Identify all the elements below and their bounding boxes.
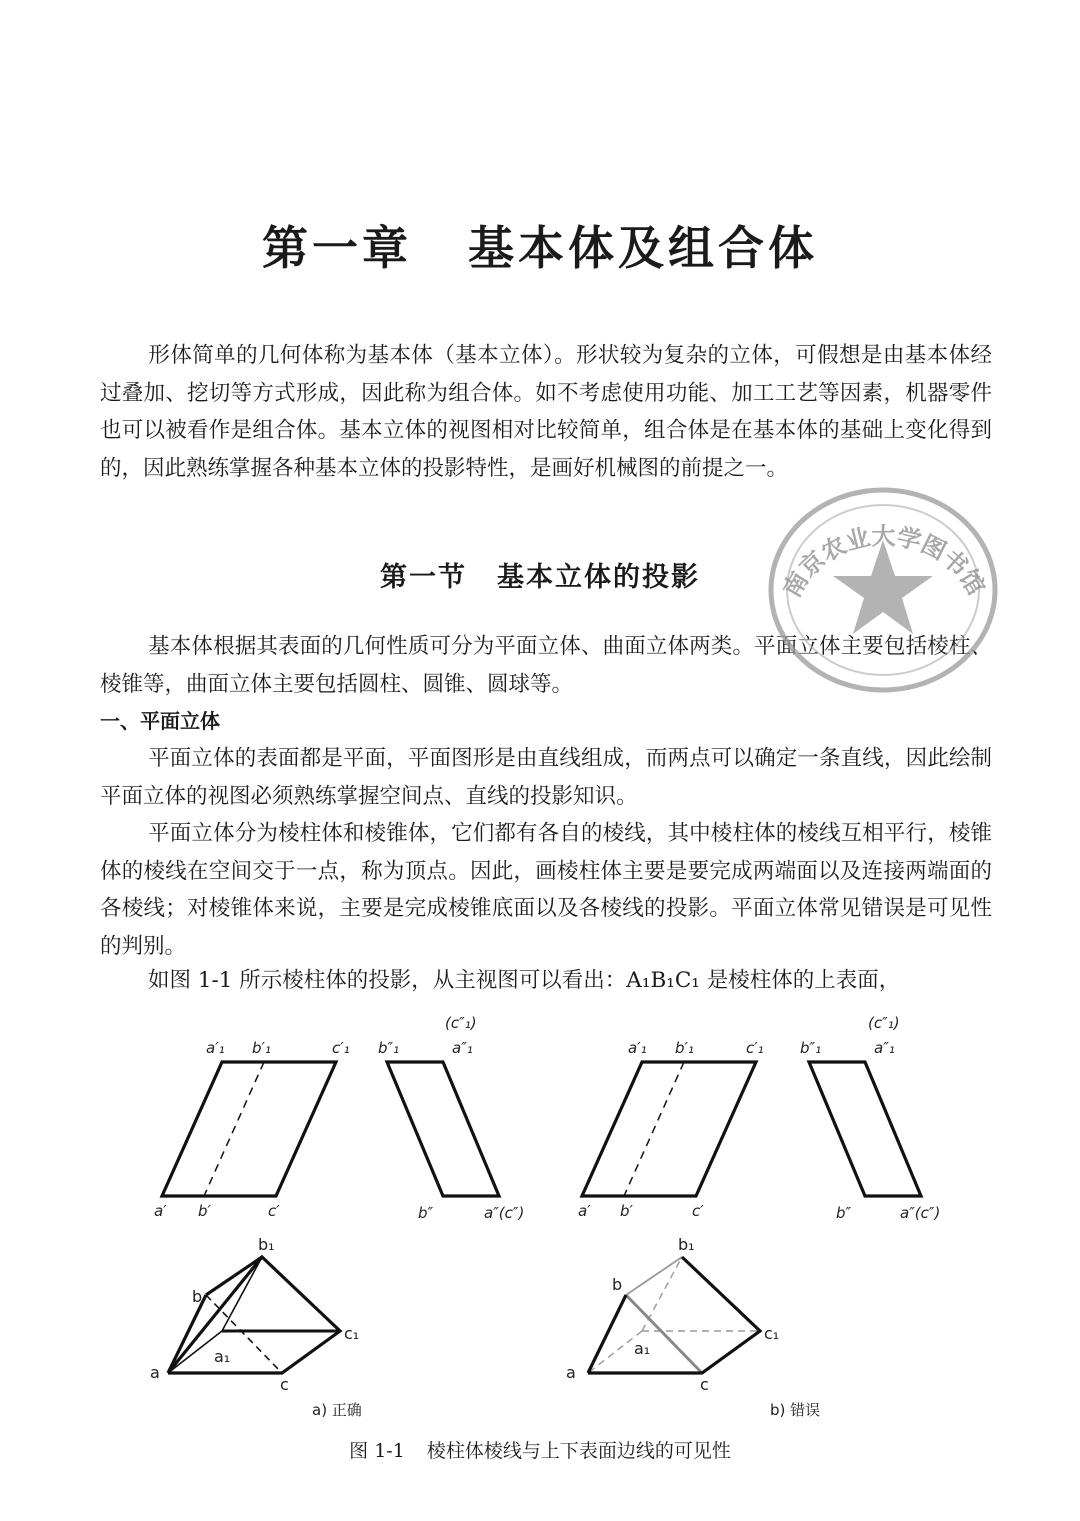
subfigure-a-label: a) 正确	[312, 1401, 362, 1419]
label-b1-dprime-b: b″₁	[800, 1039, 822, 1057]
label-c1-prime-a: c′₁	[332, 1039, 350, 1057]
chapter-title: 基本体及组合体	[468, 221, 818, 275]
paragraph-2	[100, 815, 992, 965]
label-a1-dprime-b: a″₁	[874, 1039, 895, 1057]
section-label: 第一节	[380, 562, 467, 593]
intro-paragraph	[100, 337, 992, 487]
label-b-prime-a: b′	[198, 1202, 211, 1220]
front-view-b	[582, 1062, 756, 1196]
label-c1-dprime-b: (c″₁)	[868, 1014, 900, 1032]
label-a-prime-a: a′	[154, 1202, 167, 1220]
label-a1-dprime-a: a″₁	[452, 1039, 473, 1057]
label-b1-prime-b: b′₁	[675, 1039, 694, 1057]
section-title: 基本立体的投影	[497, 562, 700, 593]
paragraph-1	[100, 740, 992, 815]
paragraph-3-text: 如图 1-1 所示棱柱体的投影，从主视图可以看出：A₁B₁C₁ 是棱柱体的上表面，	[148, 968, 901, 993]
label-c1-a: c₁	[344, 1324, 360, 1343]
label-c1-dprime-a: (c″₁)	[445, 1014, 477, 1032]
label-a1-prime-b: a′₁	[628, 1039, 647, 1057]
chapter-label: 第一章	[262, 221, 412, 275]
label-ac-dprime-a: a″(c″)	[484, 1204, 525, 1222]
paragraph-2-text: 平面立体分为棱柱体和棱锥体，它们都有各自的棱线，其中棱柱体的棱线互相平行，棱锥体的棱线在空间交于一点，称为顶点。因此，画棱柱体主要是要完成两端面以及连接两端面的各棱线；对棱锥体来说，主要是完成棱锥底面以及各棱线的投影。平面立体常见错误是可见性的判别。	[100, 821, 992, 959]
label-a1-prime-a: a′₁	[206, 1039, 225, 1057]
side-view-a	[387, 1062, 499, 1196]
label-b-a: b	[192, 1287, 203, 1306]
figure-caption	[0, 1436, 1080, 1463]
intro-text: 形体简单的几何体称为基本体（基本立体）。形状较为复杂的立体，可假想是由基本体经过叠加、挖切等方式形成，因此称为组合体。如不考虑使用功能、加工工艺等因素，机器零件也可以被看作是组合体。基本立体的视图相对比较简单，组合体是在基本体的基础上变化得到的，因此熟练掌握各种基本立体的投影特性，是画好机械图的前提之一。	[100, 343, 992, 481]
label-b1-prime-a: b′₁	[252, 1039, 271, 1057]
library-stamp	[755, 478, 1005, 703]
subsection-heading: 一、平面立体	[100, 709, 220, 733]
side-view-b	[809, 1062, 921, 1196]
label-b-dprime-b: b″	[836, 1204, 852, 1222]
label-c-prime-a: c′	[268, 1202, 280, 1220]
label-b1-b: b₁	[678, 1235, 695, 1254]
label-c1-b: c₁	[764, 1324, 780, 1343]
chapter-heading	[0, 212, 1080, 278]
label-a1-a: a₁	[214, 1347, 231, 1366]
label-b-b: b	[612, 1275, 623, 1294]
label-c-a: c	[280, 1375, 289, 1394]
label-b-prime-b: b′	[620, 1202, 633, 1220]
label-c1-prime-b: c′₁	[746, 1039, 764, 1057]
label-a-a: a	[150, 1363, 160, 1382]
figure-1-1	[140, 1010, 960, 1430]
label-b-dprime-a: b″	[418, 1204, 434, 1222]
caption-number: 图 1-1	[349, 1440, 405, 1462]
paragraph-3	[100, 962, 992, 1000]
front-view-a	[162, 1062, 336, 1196]
label-c-prime-b: c′	[692, 1202, 704, 1220]
paragraph-1-text: 平面立体的表面都是平面，平面图形是由直线组成，而两点可以确定一条直线，因此绘制平面立体的视图必须熟练掌握空间点、直线的投影知识。	[100, 746, 992, 809]
section-intro-text: 基本体根据其表面的几何性质可分为平面立体、曲面立体两类。平面立体主要包括棱柱、棱锥等，曲面立体主要包括圆柱、圆锥、圆球等。	[100, 634, 992, 697]
label-ac-dprime-b: a″(c″)	[900, 1204, 941, 1222]
label-b1-dprime-a: b″₁	[378, 1039, 400, 1057]
label-a-b: a	[566, 1363, 576, 1382]
caption-text: 棱柱体棱线与上下表面边线的可见性	[426, 1440, 731, 1462]
label-c-b: c	[700, 1375, 709, 1394]
subfigure-b-label: b) 错误	[770, 1401, 821, 1419]
label-a-prime-b: a′	[578, 1202, 591, 1220]
label-a1-b: a₁	[634, 1339, 651, 1358]
label-b1-a: b₁	[258, 1235, 275, 1254]
prism-pictorial-a	[168, 1257, 340, 1373]
stamp-text: 南京农业大学图书馆	[777, 521, 992, 603]
